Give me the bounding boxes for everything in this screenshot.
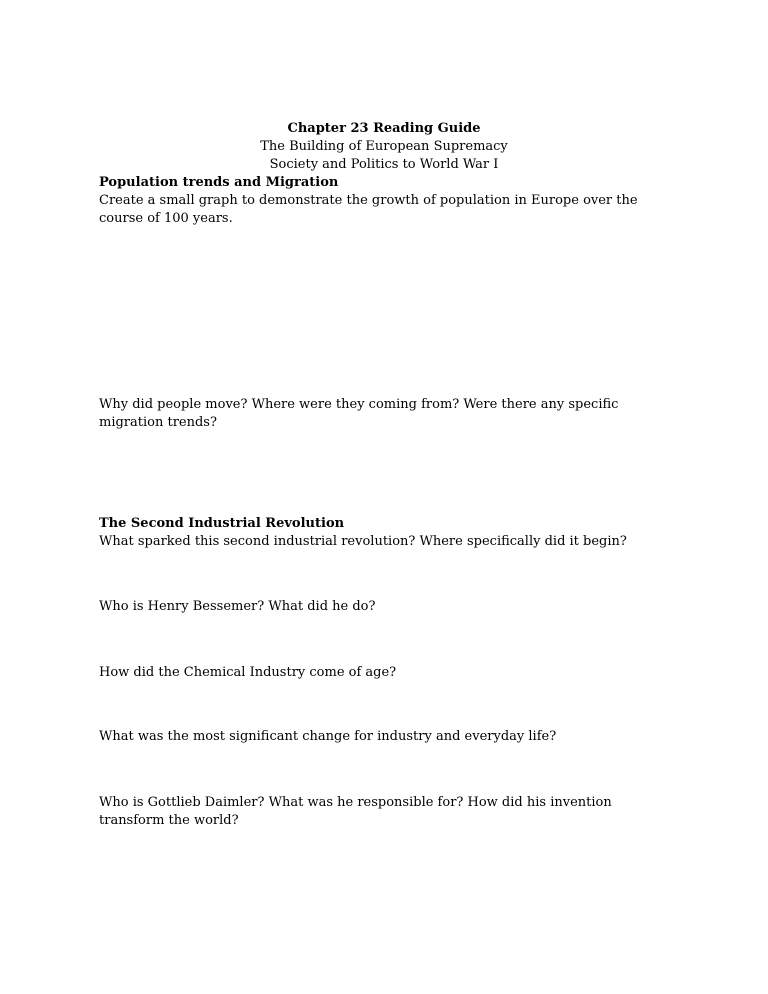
- question-chemical-industry: [99, 664, 679, 682]
- question-text: Create a small graph to demonstrate the growth of population in Europe over the course of 100 years.: [99, 193, 638, 226]
- question-migration: [99, 396, 679, 432]
- document-subtitle-1: The Building of European Supremacy: [260, 139, 508, 154]
- section-heading: The Second Industrial Revolution: [99, 516, 345, 531]
- question-text: Why did people move? Where were they coming from? Were there any specific migration trends?: [99, 397, 619, 430]
- question-text: How did the Chemical Industry come of age?: [99, 665, 397, 680]
- question-daimler: [99, 794, 679, 830]
- question-text: What was the most significant change for industry and everyday life?: [99, 729, 557, 744]
- document-header: [0, 120, 768, 174]
- section-population: [99, 174, 679, 228]
- question-text: Who is Gottlieb Daimler? What was he responsible for? How did his invention transform the world?: [99, 795, 612, 828]
- document-subtitle-2: Society and Politics to World War I: [269, 157, 499, 172]
- question-text: Who is Henry Bessemer? What did he do?: [99, 599, 376, 614]
- question-bessemer: [99, 598, 679, 616]
- document-title: Chapter 23 Reading Guide: [287, 121, 481, 136]
- section-second-industrial-revolution: [99, 515, 679, 551]
- question-text: What sparked this second industrial revolution? Where specifically did it begin?: [99, 534, 627, 549]
- section-heading: Population trends and Migration: [99, 175, 339, 190]
- question-significant-change: [99, 728, 679, 746]
